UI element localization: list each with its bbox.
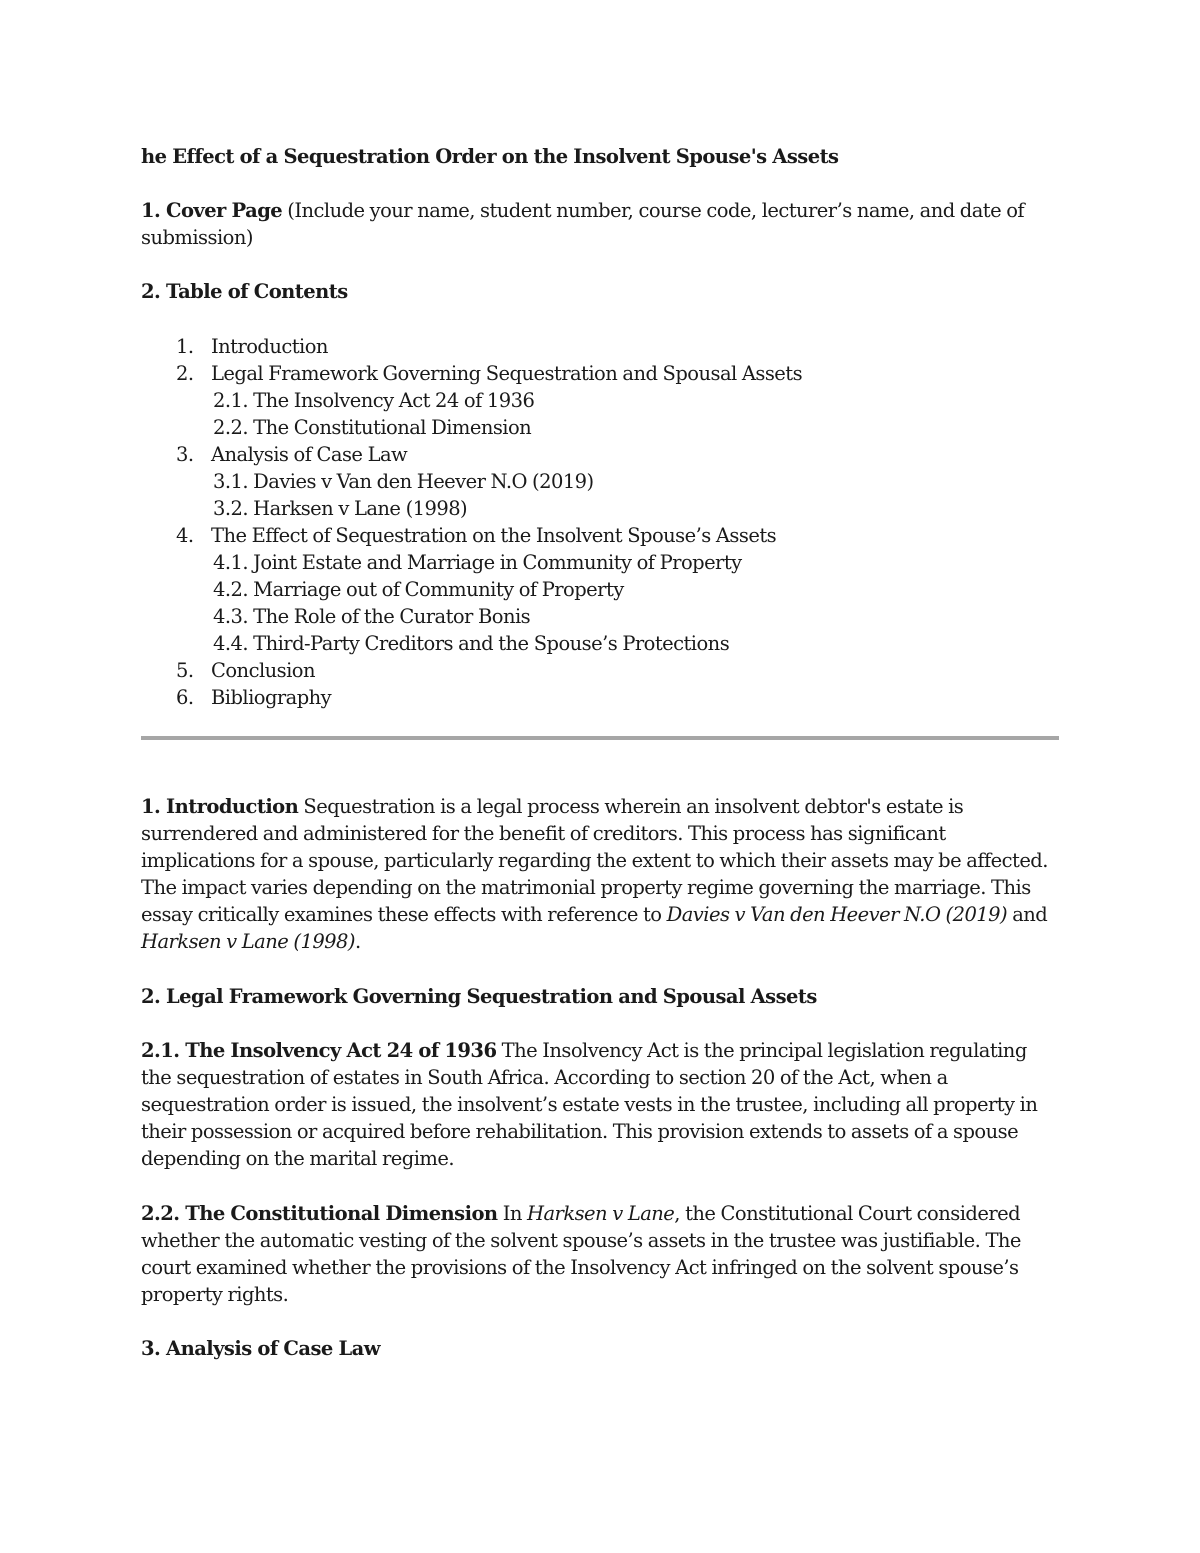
toc-item	[141, 657, 1061, 684]
toc-item-label: The Effect of Sequestration on the Insolvent Spouse’s Assets	[211, 524, 777, 547]
toc-subitem-label: 4.3. The Role of the Curator Bonis	[213, 605, 531, 628]
insolvency-act-section	[141, 1037, 1061, 1172]
toc-item	[141, 333, 1061, 360]
toc-item	[141, 684, 1061, 711]
toc-item-number: 1.	[176, 335, 194, 358]
title-text: he Effect of a Sequestration Order on the Insolvent Spouse's Assets	[141, 145, 839, 168]
toc-subitem	[141, 603, 1061, 630]
case-citation-harksen: Harksen v Lane (1998)	[141, 930, 355, 953]
insolvency-act-heading: 2.1. The Insolvency Act 24 of 1936	[141, 1039, 497, 1062]
toc-subitem	[141, 549, 1061, 576]
toc-item-label: Bibliography	[211, 686, 332, 709]
toc-subitem-label: 2.2. The Constitutional Dimension	[213, 416, 532, 439]
toc-subitem	[141, 387, 1061, 414]
toc-item-label: Analysis of Case Law	[211, 443, 408, 466]
toc-subitem	[141, 414, 1061, 441]
case-law-heading-text: 3. Analysis of Case Law	[141, 1337, 380, 1360]
insolvency-act-text: The Insolvency Act is the principal legislation regulating the sequestration of estates in South Africa. According to section 20 of the Act, when a sequestration order is issued, the insolvent’s estate vests in the trustee, including all property in their possession or acquired before rehabilitation. This provision extends to assets of a spouse depending on the marital regime.	[141, 1039, 1038, 1170]
toc-item-number: 6.	[176, 686, 194, 709]
toc-subitem	[141, 630, 1061, 657]
introduction-end: .	[354, 930, 361, 953]
toc-subitem-label: 2.1. The Insolvency Act 24 of 1936	[213, 389, 535, 412]
toc-subitem-label: 4.1. Joint Estate and Marriage in Community of Property	[213, 551, 742, 574]
legal-framework-heading-text: 2. Legal Framework Governing Sequestration and Spousal Assets	[141, 985, 817, 1008]
toc-item	[141, 522, 1061, 549]
constitutional-text-start: In	[497, 1202, 528, 1225]
table-of-contents	[141, 333, 1061, 711]
case-citation-harksen-inline: Harksen v Lane	[527, 1202, 675, 1225]
toc-item-number: 3.	[176, 443, 194, 466]
introduction-section	[141, 793, 1061, 955]
toc-item-number: 5.	[176, 659, 194, 682]
introduction-text: Sequestration is a legal process wherein an insolvent debtor's estate is surrendered and administered for the benefit of creditors. This process has significant implications for a spouse, particularly regarding the extent to which their assets may be affected. The impact varies depending on the matrimonial property regime governing the marriage. This essay critically examines these effects with reference to	[141, 795, 1048, 926]
introduction-heading: 1. Introduction	[141, 795, 299, 818]
horizontal-rule	[141, 736, 1059, 740]
introduction-connector: and	[1007, 903, 1048, 926]
toc-heading-text: 2. Table of Contents	[141, 280, 348, 303]
toc-subitem	[141, 576, 1061, 603]
cover-page-heading: 1. Cover Page	[141, 199, 283, 222]
toc-subitem-label: 3.2. Harksen v Lane (1998)	[213, 497, 468, 520]
toc-subitem	[141, 468, 1061, 495]
constitutional-text: , the Constitutional Court considered whether the automatic vesting of the solvent spouse’s assets in the trustee was justifiable. The court examined whether the provisions of the Insolvency Act infringed on the solvent spouse’s property rights.	[141, 1202, 1021, 1306]
toc-item-label: Conclusion	[211, 659, 315, 682]
toc-item-label: Legal Framework Governing Sequestration and Spousal Assets	[211, 362, 803, 385]
case-law-heading	[141, 1335, 1061, 1362]
toc-item	[141, 441, 1061, 468]
toc-heading	[141, 278, 1061, 305]
cover-page-section	[141, 197, 1061, 251]
toc-item-number: 2.	[176, 362, 194, 385]
toc-item	[141, 360, 1061, 387]
toc-item-label: Introduction	[211, 335, 328, 358]
toc-subitem-label: 3.1. Davies v Van den Heever N.O (2019)	[213, 470, 594, 493]
constitutional-heading: 2.2. The Constitutional Dimension	[141, 1202, 498, 1225]
toc-subitem-label: 4.4. Third-Party Creditors and the Spouse’s Protections	[213, 632, 730, 655]
document-title	[141, 143, 1061, 170]
toc-item-number: 4.	[176, 524, 194, 547]
toc-subitem	[141, 495, 1061, 522]
cover-page-text: (Include your name, student number, course code, lecturer’s name, and date of submission)	[141, 199, 1025, 249]
constitutional-section	[141, 1200, 1061, 1308]
toc-subitem-label: 4.2. Marriage out of Community of Property	[213, 578, 624, 601]
case-citation-davies: Davies v Van den Heever N.O (2019)	[666, 903, 1008, 926]
legal-framework-heading	[141, 983, 1061, 1010]
